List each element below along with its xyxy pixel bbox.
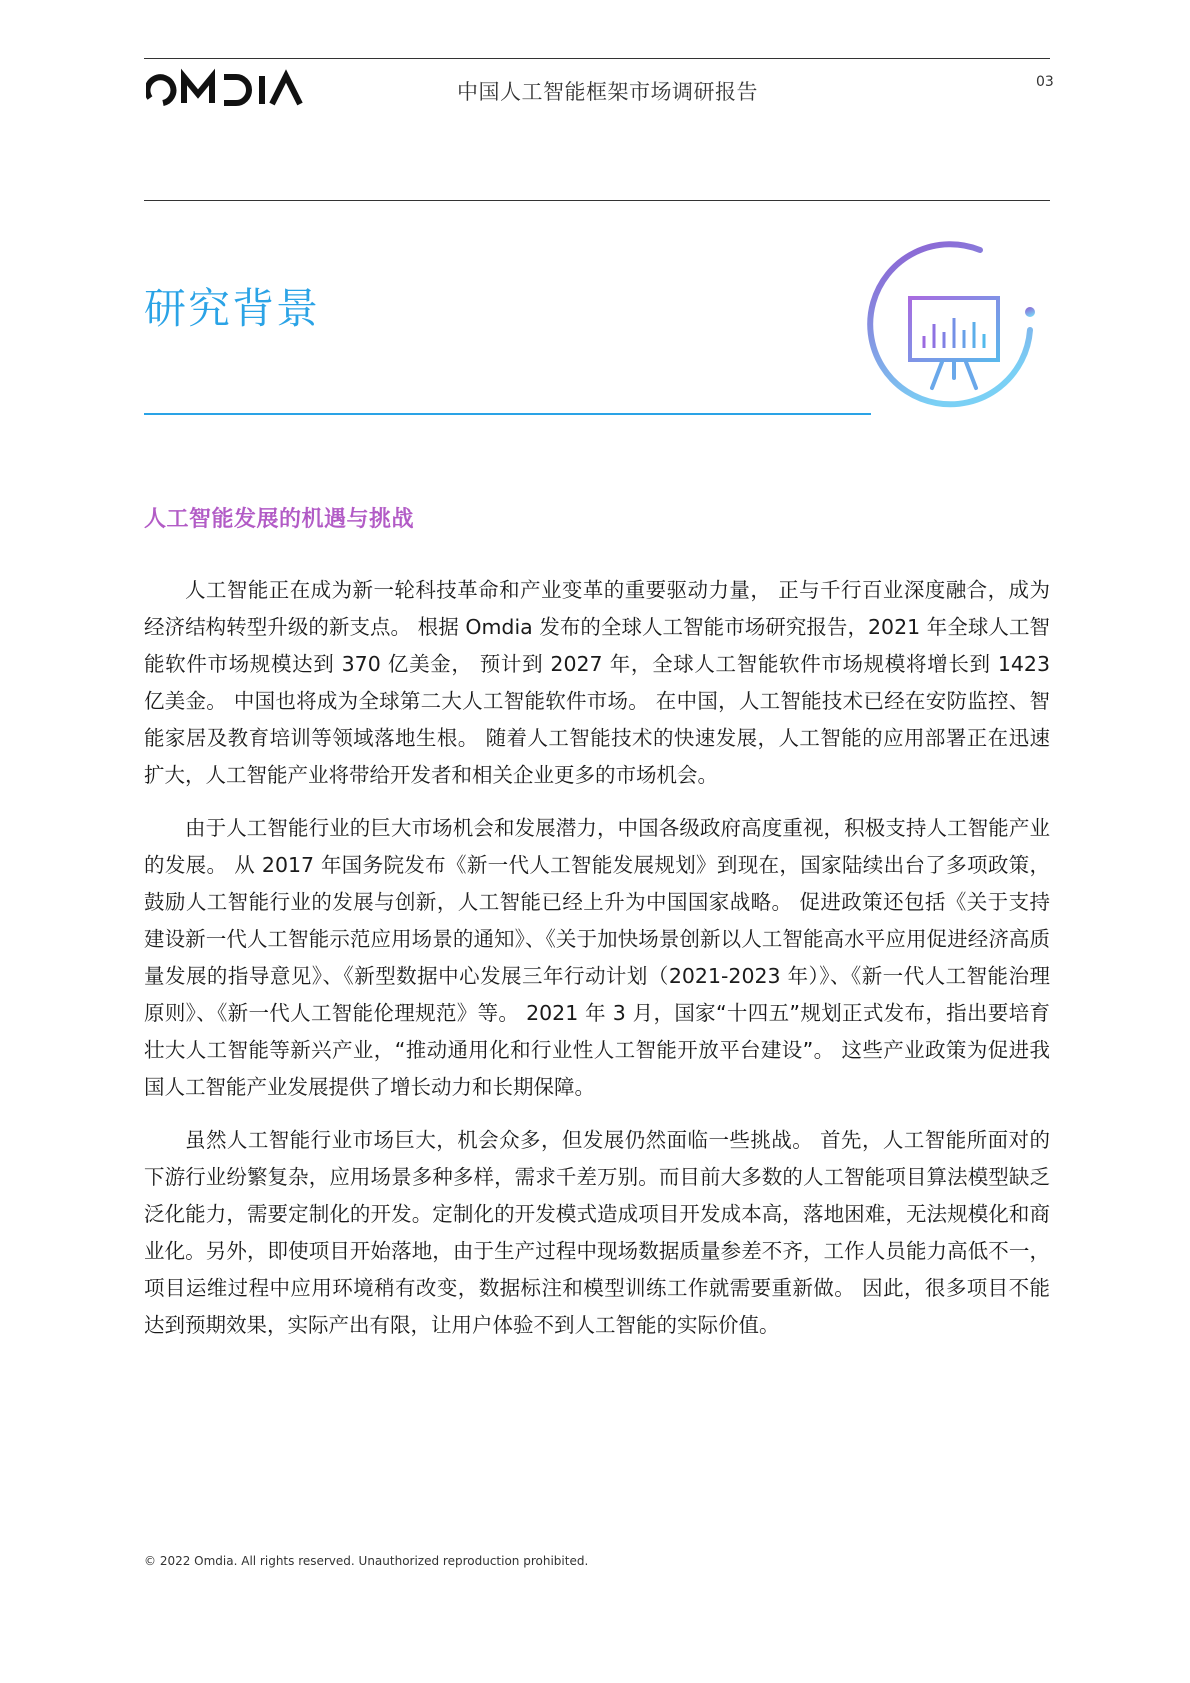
report-title: 中国人工智能框架市场调研报告 [457,80,758,104]
body-text [144,572,1050,1360]
presentation-chart-icon [862,238,1046,422]
section-divider [144,413,871,415]
paragraph: 虽然人工智能行业市场巨大，机会众多，但发展仍然面临一些挑战。 首先，人工智能所面对的下游行业纷繁复杂，应用场景多种多样，需求千差万别。而目前大多数的人工智能项目算法模型缺乏泛化能力，需要定制化的开发。定制化的开发模式造成项目开发成本高，落地困难，无法规模化和商业化。另外，即使项目开始落地，由于生产过程中现场数据质量参差不齐，工作人员能力高低不一，项目运维过程中应用环境稍有改变，数据标注和模型训练工作就需要重新做。 因此，很多项目不能达到预期效果，实际产出有限，让用户体验不到人工智能的实际价值。 [144,1128,1050,1337]
paragraph: 人工智能正在成为新一轮科技革命和产业变革的重要驱动力量， 正与千行百业深度融合，成为经济结构转型升级的新支点。 根据 Omdia 发布的全球人工智能市场研究报告，2021 年全球人工智能软件市场规模达到 370 亿美金， 预计到 2027 年，全球人工智能软件市场规模将增长到 1423 亿美金。 中国也将成为全球第二大人工智能软件市场。 在中国，人工智能技术已经在安防监控、智能家居及教育培训等领域落地生根。 随着人工智能技术的快速发展，人工智能的应用部署正在迅速扩大，人工智能产业将带给开发者和相关企业更多的市场机会。 [144,578,1050,787]
footer-copyright: © 2022 Omdia. All rights reserved. Unauthorized reproduction prohibited. [144,1554,589,1568]
paragraph: 由于人工智能行业的巨大市场机会和发展潜力，中国各级政府高度重视，积极支持人工智能产业的发展。 从 2017 年国务院发布《新一代人工智能发展规划》到现在，国家陆续出台了多项政策，鼓励人工智能行业的发展与创新，人工智能已经上升为中国国家战略。 促进政策还包括《关于支持建设新一代人工智能示范应用场景的通知》、《关于加快场景创新以人工智能高水平应用促进经济高质量发展的指导意见》、《新型数据中心发展三年行动计划（2021-2023 年）》、《新一代人工智能治理原则》、《新一代人工智能伦理规范》等。 2021 年 3 月，国家“十四五”规划正式发布，指出要培育壮大人工智能等新兴产业，“推动通用化和行业性人工智能开放平台建设”。 这些产业政策为促进我国人工智能产业发展提供了增长动力和长期保障。 [144,816,1050,1099]
omdia-logo-mark [146,68,306,112]
page-number: 03 [1036,74,1054,90]
header-bottom-rule [144,200,1050,201]
subheading: 人工智能发展的机遇与挑战 [144,507,415,533]
omdia-logo [146,68,306,112]
header-top-rule [144,58,1050,59]
section-title: 研究背景 [144,284,321,334]
